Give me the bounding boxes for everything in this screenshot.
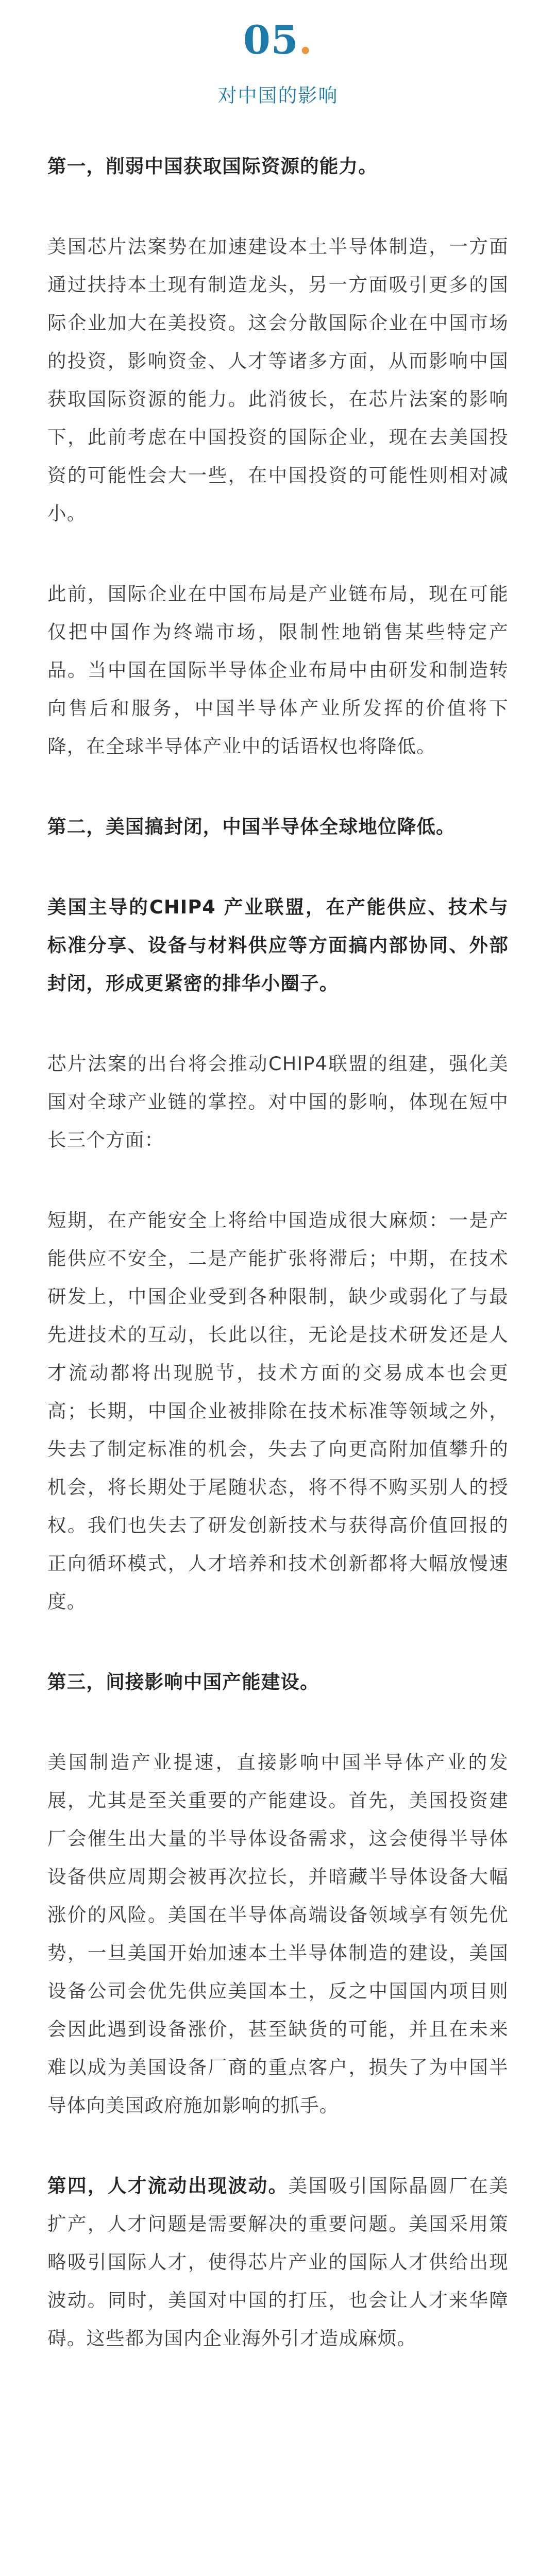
article-body [47,147,509,2358]
point-four-heading: 第四，人才流动出现波动。 [47,2175,289,2197]
paragraph-investment-diversion: 美国芯片法案势在加速建设本土半导体制造，一方面通过扶持本土现有制造龙头，另一方面吸引更多的国际企业加大在美投资。这会分散国际企业在中国市场的投资，影响资金、人才等诸多方面，从而影响中国获取国际资源的能力。此消彼长，在芯片法案的影响下，此前考虑在中国投资的国际企业，现在去美国投资的可能性会大一些，在中国投资的可能性则相对减小。 [47,235,509,525]
paragraph-chip4-impact-intro: 芯片法案的出台将会推动CHIP4联盟的组建，强化美国对全球产业链的掌控。对中国的影响，体现在短中长三个方面： [47,1053,509,1151]
section-title: 对中国的影响 [217,84,339,107]
section-number-digits: 05 [243,17,299,63]
talent-flow-body: 美国吸引国际晶圆厂在美扩产，人才问题是需要解决的重要问题。美国采用策略吸引国际人才，使得芯片产业的国际人才供给出现波动。同时，美国对中国的打压，也会让人才来华障碍。这些都为国内企业海外引才造成麻烦。 [47,2175,509,2350]
section-number [243,17,313,63]
point-one-heading: 第一，削弱中国获取国际资源的能力。 [47,155,378,178]
paragraph-talent-flow [47,2167,509,2358]
point-two-heading: 第二，美国搞封闭，中国半导体全球地位降低。 [47,816,456,838]
section-number-dot: . [298,17,313,63]
paragraph-industry-position: 此前，国际企业在中国布局是产业链布局，现在可能仅把中国作为终端市场，限制性地销售某些特定产品。当中国在国际半导体企业布局中由研发和制造转向售后和服务，中国半导体产业所发挥的价值将下降，在全球半导体产业中的话语权也将降低。 [47,583,509,758]
chip4-alliance-statement: 美国主导的CHIP4 产业联盟，在产能供应、技术与标准分享、设备与材料供应等方面搞内部协同、外部封闭，形成更紧密的排华小圈子。 [47,896,509,995]
paragraph-short-mid-long-term: 短期，在产能安全上将给中国造成很大麻烦：一是产能供应不安全，二是产能扩张将滞后；中期，在技术研发上，中国企业受到各种限制，缺少或弱化了与最先进技术的互动，长此以往，无论是技术研发还是人才流动都将出现脱节，技术方面的交易成本也会更高；长期，中国企业被排除在技术标准等领域之外，失去了制定标准的机会，失去了向更高附加值攀升的机会，将长期处于尾随状态，将不得不购买别人的授权。我们也失去了研发创新技术与获得高价值回报的正向循环模式，人才培养和技术创新都将大幅放慢速度。 [47,1209,509,1613]
point-three-heading: 第三，间接影响中国产能建设。 [47,1671,319,1693]
section-header [47,0,509,107]
paragraph-capacity-construction: 美国制造产业提速，直接影响中国半导体产业的发展，尤其是至关重要的产能建设。首先，美国投资建厂会催生出大量的半导体设备需求，这会使得半导体设备供应周期会被再次拉长，并暗藏半导体设备大幅涨价的风险。美国在半导体高端设备领域享有领先优势，一旦美国开始加速本土半导体制造的建设，美国设备公司会优先供应美国本土，反之中国国内项目则会因此遇到设备涨价，甚至缺货的可能，并且在未来难以成为美国设备厂商的重点客户，损失了为中国半导体向美国政府施加影响的抓手。 [47,1751,509,2117]
